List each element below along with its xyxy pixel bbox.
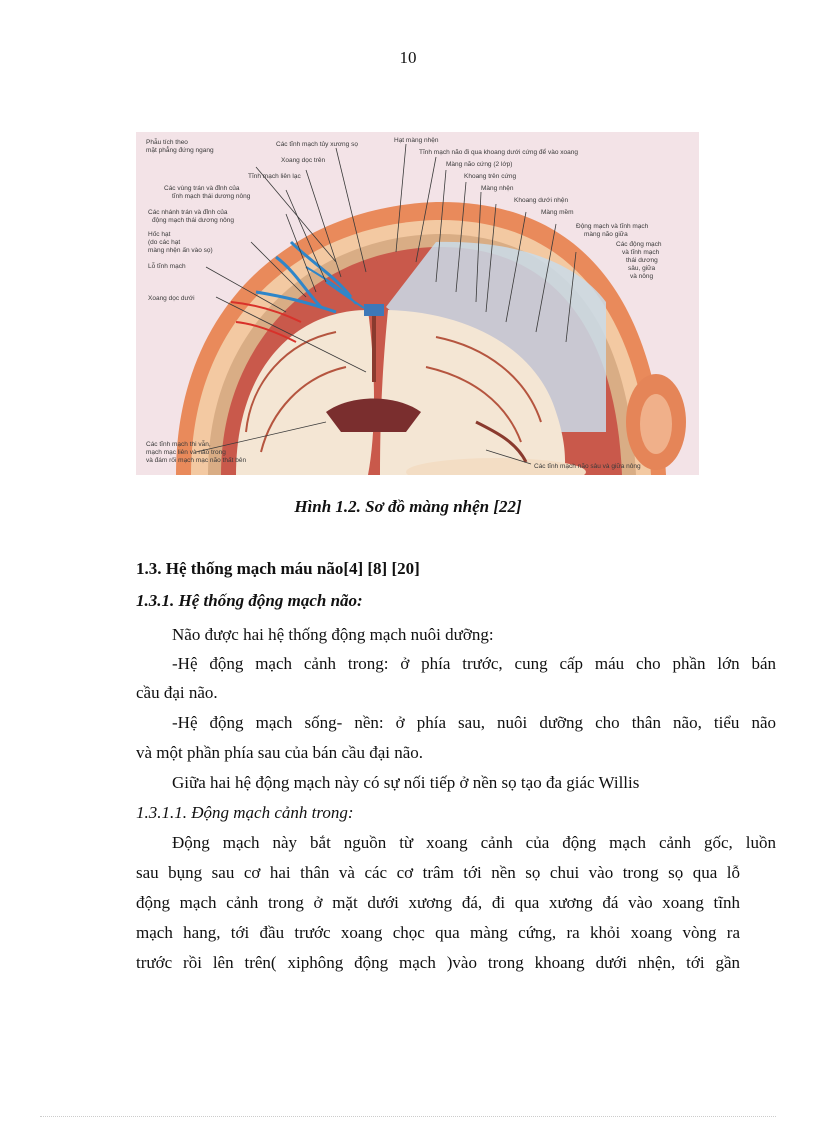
figure-label: động mạch thái dương nông [152,217,234,224]
paragraph-line: -Hệ động mạch sống- nền: ở phía sau, nuôi dưỡng cho thân não, tiểu não [172,713,776,732]
paragraph-line: động mạch cảnh trong ở mặt dưới xương đá, đi qua xương đá vào xoang tĩnh [136,893,740,912]
figure-label: và nông [630,273,654,280]
figure-label: Động mạch và tĩnh mạch [576,223,649,230]
figure-label: (do các hạt [148,239,181,246]
figure-label: sâu, giữa [628,265,656,272]
figure-label: màng não giữa [584,231,628,238]
figure-label: Xoang dọc trên [281,157,326,164]
figure-label: Các tĩnh mạch tủy xương sọ [276,141,358,148]
figure-label: thái dương [626,257,658,264]
arachnoid-diagram-figure [136,132,699,475]
paragraph-line: Giữa hai hệ động mạch này có sự nối tiếp ở nền sọ tạo đa giác Willis [172,773,640,792]
page-footer-rule [40,1116,776,1117]
figure-label: Tĩnh mạch liên lạc [248,173,301,180]
figure-label: Màng nhện [481,185,514,192]
figure-label: Màng mềm [541,209,574,216]
figure-label: mạch mạc liên và não trong [146,449,226,456]
paragraph-intro: Não được hai hệ thống động mạch nuôi dưỡng: [172,625,494,644]
figure-label: màng nhện ấn vào sọ) [148,247,213,254]
figure-label: Xoang dọc dưới [148,295,195,302]
figure-label: và đám rối mạch mạc não thất bên [146,457,247,464]
paragraph-line: và một phần phía sau của bán cầu đại não. [136,743,424,762]
figure-label: tĩnh mạch thái dương nông [172,193,251,200]
figure-label: Phẫu tích theo [146,139,188,146]
paragraph-line: -Hệ động mạch cảnh trong: ở phía trước, cung cấp máu cho phần lớn bán [172,654,776,673]
paragraph-line: sau bụng sau cơ hai thân và các cơ trâm tới nền sọ chui vào trong sọ qua lỗ [136,863,740,882]
figure-label: mặt phẳng đứng ngang [146,147,214,154]
paragraph-line: Động mạch này bắt nguồn từ xoang cảnh của động mạch cảnh gốc, luồn [172,833,776,852]
paragraph-line: mạch hang, tới đầu trước xoang chọc qua màng cứng, ra khỏi xoang vòng ra [136,923,740,942]
figure-label: Tĩnh mạch não đi qua khoang dưới cứng để vào xoang [419,149,578,156]
figure-label: Các tĩnh mạch não sâu và giữa nông [534,463,641,470]
figure-label: Hốc hạt [148,231,171,238]
brain-cross-section-illustration [136,132,699,475]
figure-label: Các nhánh trán và đỉnh của [148,209,228,216]
paragraph-line: trước rồi lên trên( xiphông động mạch )vào trong khoang dưới nhện, tới gần [136,953,740,972]
page-number: 10 [399,48,417,67]
subsection-heading: 1.3.1. Hệ thống động mạch não: [136,591,363,610]
figure-label: Lỗ tĩnh mạch [148,263,186,270]
section-heading: 1.3. Hệ thống mạch máu não[4] [8] [20] [136,559,420,578]
figure-label: và tĩnh mạch [622,249,660,256]
figure-label: Khoang dưới nhện [514,197,569,204]
subsubsection-heading: 1.3.1.1. Động mạch cảnh trong: [136,803,354,822]
figure-caption: Hình 1.2. Sơ đồ màng nhện [22] [294,497,522,516]
figure-label: Các tĩnh mạch thi vẫn, [146,441,211,448]
figure-label: Các vùng trán và đỉnh của [164,185,240,192]
figure-label: Các động mạch [616,241,662,248]
paragraph-line: cầu đại não. [136,683,218,702]
figure-label: Màng não cứng (2 lớp) [446,161,513,168]
figure-label: Hạt màng nhện [394,137,439,144]
figure-label: Khoang trên cứng [464,173,517,180]
